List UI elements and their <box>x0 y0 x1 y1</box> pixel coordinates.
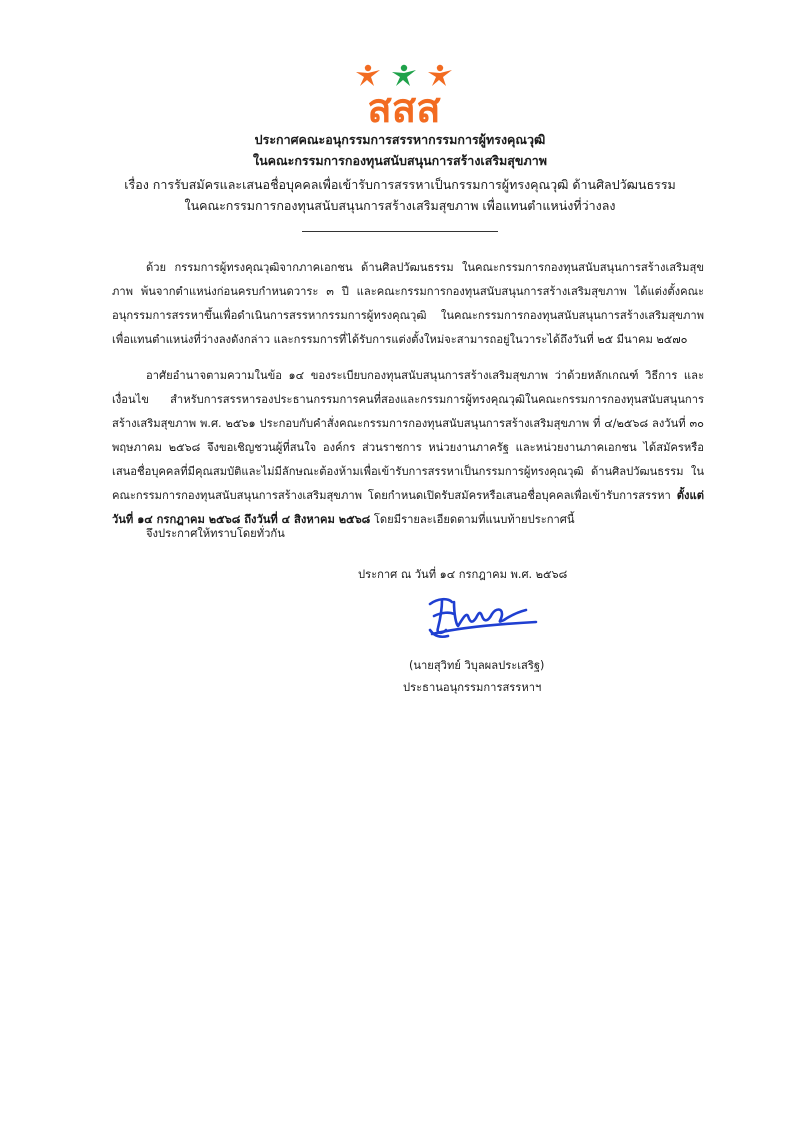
paragraph-1-text: ด้วย กรรมการผู้ทรงคุณวุฒิจากภาคเอกชน ด้านศิลปวัฒนธรรม ในคณะกรรมการกองทุนสนับสนุนการสร้างเสริมสุขภาพ พ้นจากตำแหน่งก่อนครบกำหนดวาระ ๓ ปี และคณะกรรมการกองทุนสนับสนุนการสร้างเสริมสุขภาพ ได้แต่งตั้งคณะอนุกรรมการสรรหาขึ้นเพื่อดำเนินการสรรหากรรมการผู้ทรงคุณวุฒิ ในคณะกรรมการกองทุนสนับสนุนการสร้างเสริมสุขภาพ เพื่อแทนตำแหน่งที่ว่างลงดังกล่าว และกรรมการที่ได้รับการแต่งตั้งใหม่จะสามารถอยู่ในวาระได้ถึงวันที่ ๒๕ มีนาคม ๒๕๗๐ <box>112 261 704 346</box>
application-period: ตั้งแต่วันที่ ๑๔ กรกฎาคม ๒๕๖๘ ถึงวันที่ ๔ สิงหาคม ๒๕๖๘ <box>112 489 704 526</box>
subject-line2: ในคณะกรรมการกองทุนสนับสนุนการสร้างเสริมสุขภาพ เพื่อแทนตำแหน่งที่ว่างลง <box>184 198 616 213</box>
closing-line: จึงประกาศให้ทราบโดยทั่วกัน <box>146 527 285 540</box>
signer-title: ประธานอนุกรรมการสรรหาฯ <box>403 681 542 694</box>
handwritten-signature <box>418 590 548 642</box>
signer-name: (นายสุวิทย์ วิบุลผลประเสริฐ) <box>409 659 545 672</box>
body-paragraph-1 <box>112 256 704 352</box>
announcement-date: ประกาศ ณ วันที่ ๑๔ กรกฎาคม พ.ศ. ๒๕๖๘ <box>358 568 568 581</box>
star-figures-icon <box>356 65 452 86</box>
announcement-title-line1: ประกาศคณะอนุกรรมการสรรหากรรมการผู้ทรงคุณวุฒิ <box>254 132 546 147</box>
subject-line1: เรื่อง การรับสมัครและเสนอชื่อบุคคลเพื่อเข้ารับการสรรหาเป็นกรรมการผู้ทรงคุณวุฒิ ด้านศิลปวัฒนธรรม <box>124 177 676 192</box>
announcement-title-line2: ในคณะกรรมการกองทุนสนับสนุนการสร้างเสริมสุขภาพ <box>253 153 547 168</box>
thaihealth-logo <box>348 60 460 128</box>
logo-wordmark: สสส <box>367 86 441 128</box>
paragraph-2-text: อาศัยอำนาจตามความในข้อ ๑๔ ของระเบียบกองทุนสนับสนุนการสร้างเสริมสุขภาพ ว่าด้วยหลักเกณฑ์ วิธีการ และเงื่อนไข สำหรับการสรรหารองประธานกรรมการคนที่สองและกรรมการผู้ทรงคุณวุฒิในคณะกรรมการกองทุนสนับสนุนการสร้างเสริมสุขภาพ พ.ศ. ๒๕๖๑ ประกอบกับคำสั่งคณะกรรมการกองทุนสนับสนุนการสร้างเสริมสุขภาพ ที่ ๔/๒๕๖๘ ลงวันที่ ๓๐ พฤษภาคม ๒๕๖๘ จึงขอเชิญชวนผู้ที่สนใจ องค์กร ส่วนราชการ หน่วยงานภาครัฐ และหน่วยงานภาคเอกชน ได้สมัครหรือเสนอชื่อบุคคลที่มีคุณสมบัติและไม่มีลักษณะต้องห้ามเพื่อเข้ารับการสรรหาเป็นกรรมการผู้ทรงคุณวุฒิ ด้านศิลปวัฒนธรรม ในคณะกรรมการกองทุนสนับสนุนการสร้างเสริมสุขภาพ โดยกำหนดเปิดรับสมัครหรือเสนอชื่อบุคคลเพื่อเข้ารับการสรรหา <box>112 369 704 502</box>
paragraph-2-tail: โดยมีรายละเอียดตามที่แนบท้ายประกาศนี้ <box>370 513 575 526</box>
title-divider <box>302 231 498 232</box>
body-paragraph-2 <box>112 364 704 532</box>
